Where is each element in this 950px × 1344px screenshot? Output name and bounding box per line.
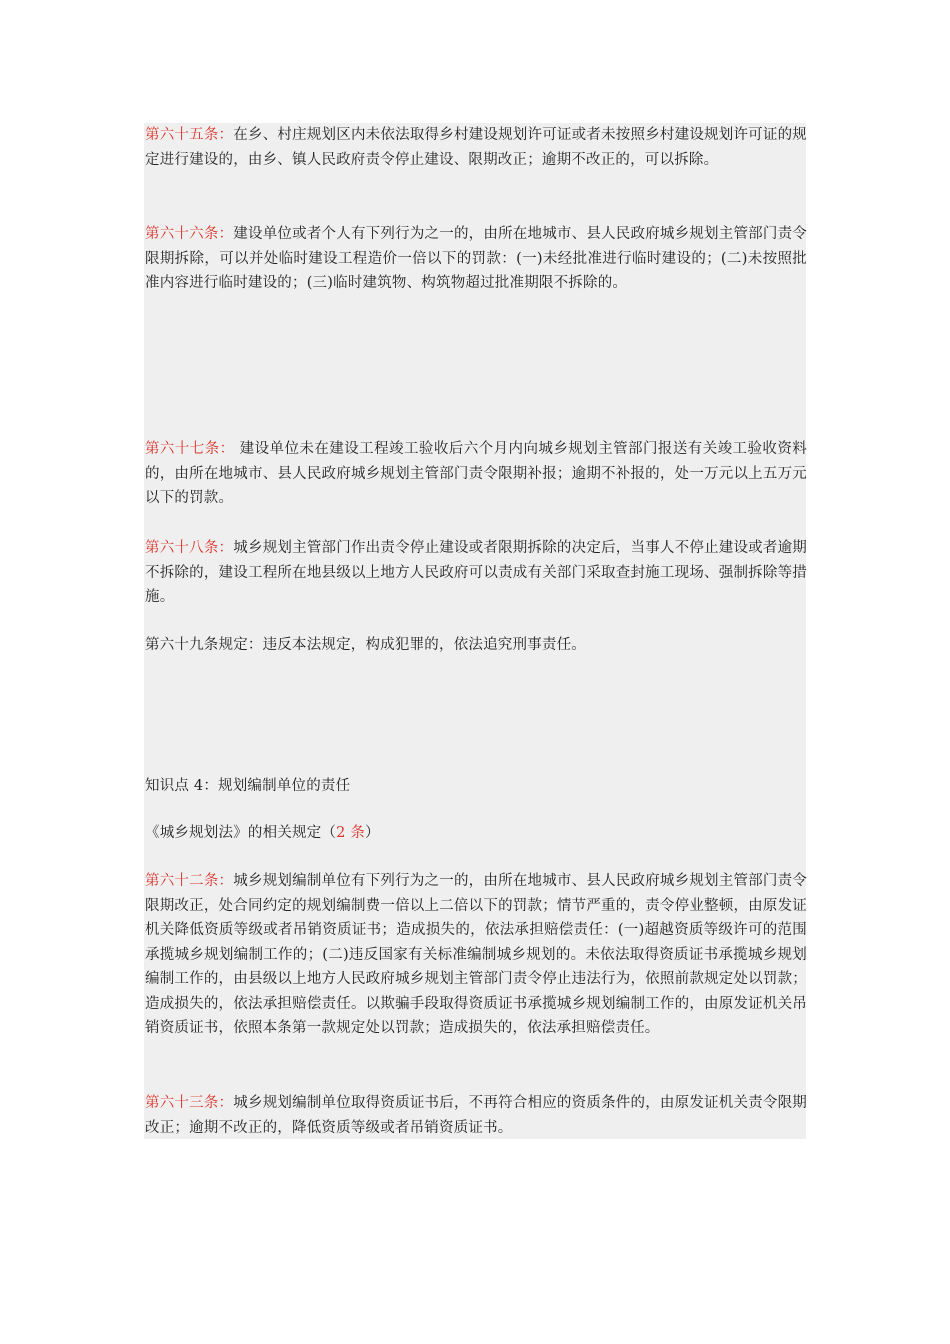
article-65-label: 第六十五条： [145, 127, 234, 143]
article-63-text: 城乡规划编制单位取得资质证书后，不再符合相应的资质条件的，由原发证机关责令限期改正；逾期不改正的，降低资质等级或者吊销资质证书。 [145, 1095, 808, 1136]
article-67-label: 第六十七条： [145, 441, 235, 457]
law-reference-suffix: ） [365, 825, 380, 841]
article-66-text: 建设单位或者个人有下列行为之一的，由所在地城市、县人民政府城乡规划主管部门责令限期拆除，可以并处临时建设工程造价一倍以下的罚款：(一)未经批准进行临时建设的；(二)未按照批准内容进行临时建设的；(三)临时建筑物、构筑物超过批准期限不拆除的。 [145, 226, 808, 291]
article-68-label: 第六十八条： [145, 540, 234, 556]
knowledge-point-4 [145, 774, 807, 799]
article-69 [145, 633, 807, 658]
law-reference [145, 821, 807, 846]
article-62-text: 城乡规划编制单位有下列行为之一的，由所在地城市、县人民政府城乡规划主管部门责令限期改正，处合同约定的规划编制费一倍以上二倍以下的罚款；情节严重的，责令停业整顿，由原发证机关降低资质等级或者吊销资质证书；造成损失的，依法承担赔偿责任：(一)超越资质等级许可的范围承揽城乡规划编制工作的；(二)违反国家有关标准编制城乡规划的。未依法取得资质证书承揽城乡规划编制工作的，由县级以上地方人民政府城乡规划主管部门责令停止违法行为，依照前款规定处以罚款；造成损失的，依法承担赔偿责任。以欺骗手段取得资质证书承揽城乡规划编制工作的，由原发证机关吊销资质证书，依照本条第一款规定处以罚款；造成损失的，依法承担赔偿责任。 [145, 873, 808, 1036]
law-reference-count: 2 条 [336, 825, 366, 841]
article-66-label: 第六十六条： [145, 226, 234, 242]
article-69-text: 第六十九条规定：违反本法规定，构成犯罪的，依法追究刑事责任。 [145, 637, 586, 653]
article-67 [145, 437, 807, 511]
knowledge-point-4-text: 知识点 4：规划编制单位的责任 [145, 778, 351, 794]
article-68 [145, 536, 807, 610]
article-62-label: 第六十二条： [145, 873, 234, 889]
article-62 [145, 869, 807, 1041]
article-63 [145, 1091, 807, 1140]
article-67-text: 建设单位未在建设工程竣工验收后六个月内向城乡规划主管部门报送有关竣工验收资料的，由所在地城市、县人民政府城乡规划主管部门责令限期补报；逾期不补报的，处一万元以上五万元以下的罚款。 [145, 441, 808, 506]
article-65 [145, 123, 807, 172]
article-68-text: 城乡规划主管部门作出责令停止建设或者限期拆除的决定后，当事人不停止建设或者逾期不拆除的，建设工程所在地县级以上地方人民政府可以责成有关部门采取查封施工现场、强制拆除等措施。 [145, 540, 808, 605]
article-65-text: 在乡、村庄规划区内未依法取得乡村建设规划许可证或者未按照乡村建设规划许可证的规定进行建设的，由乡、镇人民政府责令停止建设、限期改正；逾期不改正的，可以拆除。 [145, 127, 808, 168]
article-63-label: 第六十三条： [145, 1095, 234, 1111]
law-reference-prefix: 《城乡规划法》的相关规定（ [145, 825, 337, 841]
article-66 [145, 222, 807, 296]
